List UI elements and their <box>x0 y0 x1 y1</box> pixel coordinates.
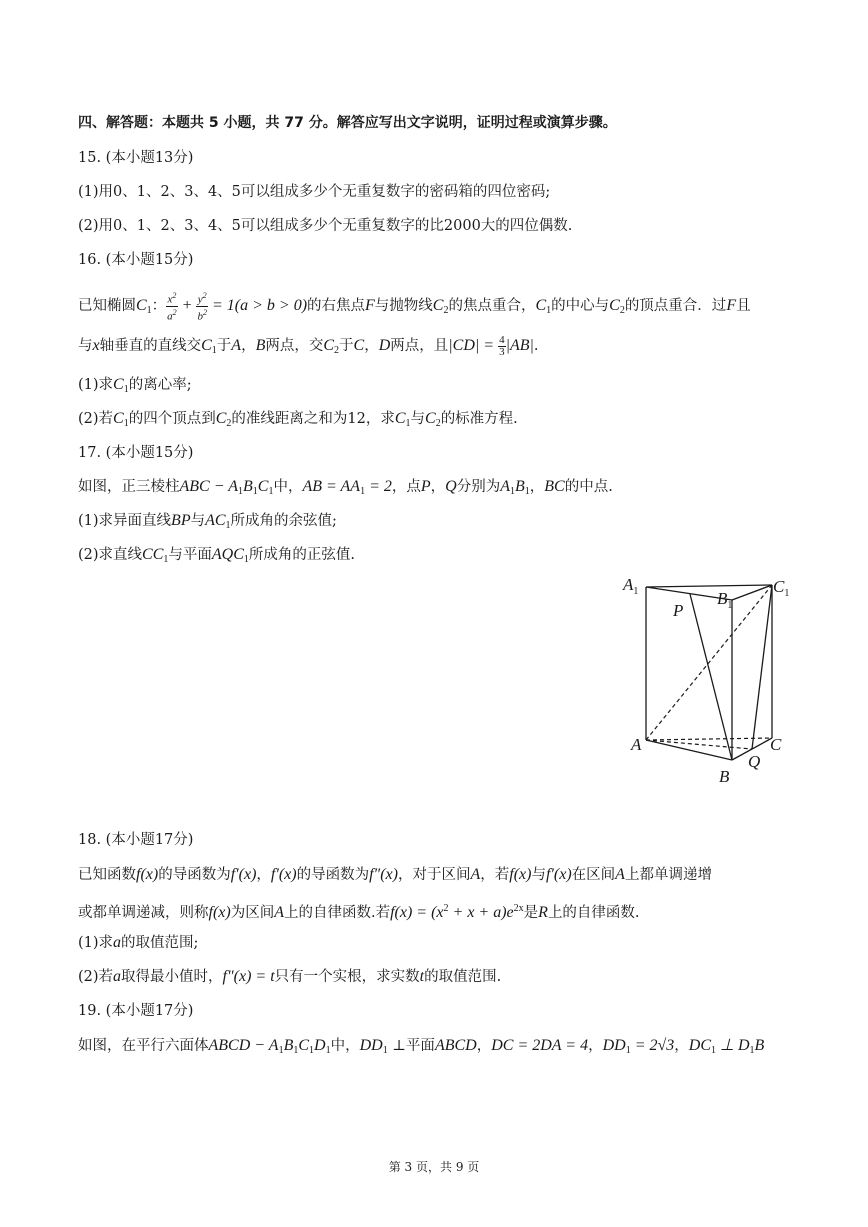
problem-15-part-1: (1)用0、1、2、3、4、5可以组成多少个无重复数字的密码箱的四位密码; <box>78 184 551 200</box>
problem-17-part-1: (1)求异面直线BP与$AC_1$所成角的余弦值; <box>78 512 337 531</box>
label-B1: $B_1$ <box>717 589 733 611</box>
problem-18-header: 18. (本小题17分) <box>78 832 194 848</box>
problem-17-part-2: (2)求直线$CC_1$与平面$AQC_1$所成角的正弦值. <box>78 546 355 565</box>
problem-18-statement-line-1: 已知函数f(x)的导函数为f′(x)，f′(x)的导函数为f″(x)，对于区间A，若f(x)与f′(x)在区间A上都单调递增 <box>78 866 712 883</box>
problem-17-header: 17. (本小题15分) <box>78 445 194 461</box>
problem-number: 15. <box>78 150 102 166</box>
problem-16-statement-line-1: 已知椭圆$C_1$： $\frac{x^2}{a^2}$ + $\frac{y^2}{b^2}$ = 1(a > b > 0)的右焦点F与抛物线$C_2$的焦点重合，$C_1$的中心与$C_2$的顶点重合．过F且 <box>78 291 751 323</box>
problem-16-part-1: (1)求$C_1$的离心率; <box>78 376 192 395</box>
problem-18-statement-line-2: 或都单调递减，则称f(x)为区间A上的自律函数.若$f(x) = (x^2 + x + a)e^{2x}$是R上的自律函数. <box>78 903 640 921</box>
fraction-x2-a2: $\frac{x^2}{a^2}$ <box>167 291 177 323</box>
fraction-4-3: $\frac{4}{3}$ <box>499 333 505 358</box>
fraction-y2-b2: $\frac{y^2}{b^2}$ <box>197 291 207 323</box>
problem-19-statement: 如图，在平行六面体ABCD − $A_1B_1C_1D_1$中，$DD_1$ ⊥平面ABCD，DC = 2DA = 4，$DD_1 = 2√3$，$DC_1$ ⊥ $D_1B$ <box>78 1037 765 1056</box>
label-C1: $C_1$ <box>773 577 790 599</box>
problem-15-header <box>78 148 193 168</box>
problem-15-part-2: (2)用0、1、2、3、4、5可以组成多少个无重复数字的比2000大的四位偶数. <box>78 218 573 234</box>
label-C: C <box>770 735 782 754</box>
problem-18-part-2: (2)若a取得最小值时，f″(x) = t只有一个实根，求实数t的取值范围. <box>78 968 502 985</box>
problem-17-statement: 如图，正三棱柱ABC − $A_1B_1C_1$中，AB = $AA_1 = 2$，点P，Q分别为$A_1B_1$，BC的中点. <box>78 478 613 497</box>
problem-16-part-2: (2)若$C_1$的四个顶点到$C_2$的准线距离之和为12，求$C_1$与$C_2$的标准方程. <box>78 410 518 429</box>
label-P: P <box>673 601 684 620</box>
problem-16-header: 16. (本小题15分) <box>78 252 194 268</box>
label-Q: Q <box>748 752 761 771</box>
label-A1: $A_1$ <box>623 575 639 597</box>
problem-19-header: 19. (本小题17分) <box>78 1003 194 1019</box>
problem-18-part-1: (1)求a的取值范围; <box>78 934 199 951</box>
section-heading: 四、解答题：本题共 5 小题，共 77 分。解答应写出文字说明，证明过程或演算步骤。 <box>78 115 617 131</box>
label-A: A <box>631 735 642 754</box>
label-B: B <box>719 767 730 786</box>
problem-16-statement-line-2: 与x轴垂直的直线交$C_1$于A，B两点，交$C_2$于C，D两点，且|CD| = $\frac{4}{3}$ |AB|. <box>78 333 539 358</box>
problem-points: (本小题13分) <box>105 150 194 166</box>
prism-figure <box>615 570 810 790</box>
page-footer: 第 3 页，共 9 页 <box>388 1160 480 1174</box>
